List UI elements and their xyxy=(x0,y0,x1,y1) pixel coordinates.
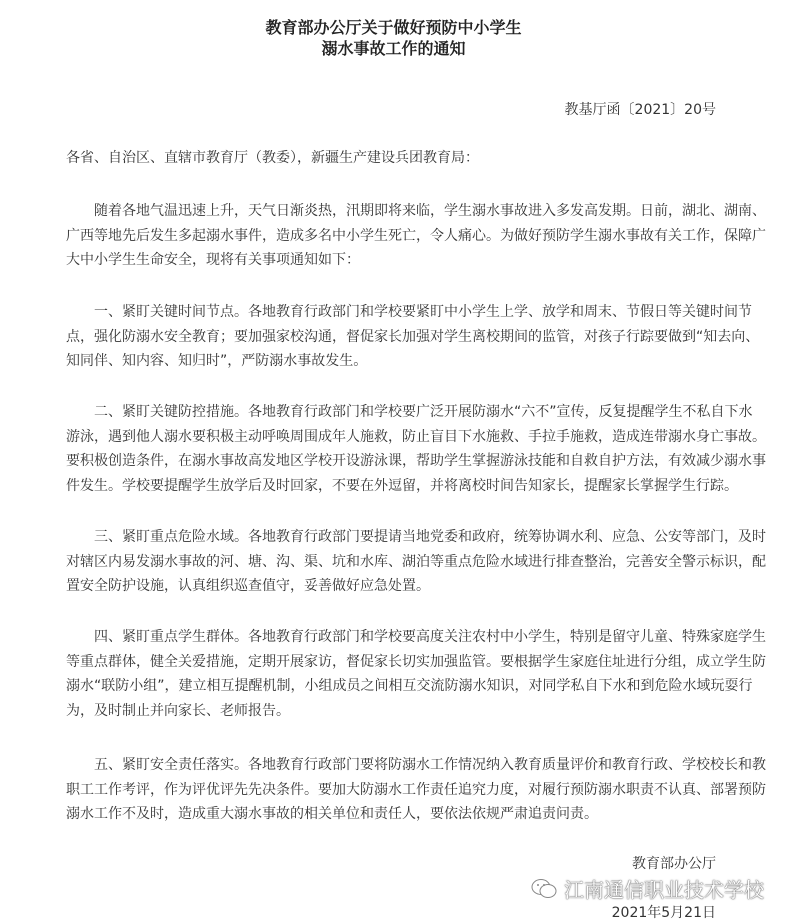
wechat-icon xyxy=(530,878,558,900)
text-line: 广西等地先后发生多起溺水事件，造成多名中小学生死亡，令人痛心。为做好预防学生溺水事故有关工作，保障广 xyxy=(66,227,766,244)
text-line: 对辖区内易发溺水事故的河、塘、沟、渠、坑和水库、湖泊等重点危险水域进行排查整治，完善安全警示标识，配 xyxy=(66,553,766,570)
text-line: 置安全防护设施，认真组织巡查值守，妥善做好应急处置。 xyxy=(66,578,430,595)
title-line-2: 溺水事故工作的通知 xyxy=(321,39,466,58)
text-line: 五、紧盯安全责任落实。各地教育行政部门要将防溺水工作情况纳入教育质量评价和教育行政、学校校长和教 xyxy=(94,757,766,773)
paragraph-2 xyxy=(66,400,766,499)
text-line: 溺水“联防小组”，建立相互提醒机制，小组成员之间相互交流防溺水知识，对同学私自下水和到危险水域玩耍行 xyxy=(66,678,753,695)
title-line-1: 教育部办公厅关于做好预防中小学生 xyxy=(265,18,522,37)
text-line: 一、紧盯关键时间节点。各地教育行政部门和学校要紧盯中小学生上学、放学和周末、节假日等关键时间节 xyxy=(94,304,752,320)
text-line: 随着各地气温迅速上升，天气日渐炎热，汛期即将来临，学生溺水事故进入多发高发期。日前，湖北、湖南、 xyxy=(94,203,766,219)
text-line: 为，及时制止并向家长、老师报告。 xyxy=(66,703,290,720)
paragraph-3 xyxy=(66,525,766,599)
text-line: 大中小学生生命安全，现将有关事项通知如下： xyxy=(66,252,360,269)
text-line: 四、紧盯重点学生群体。各地教育行政部门和学校要高度关注农村中小学生，特别是留守儿童、特殊家庭学生 xyxy=(94,629,766,645)
text-line: 点，强化防溺水安全教育；要加强家校沟通，督促家长加强对学生离校期间的监管，对孩子行踪要做到“知去向、 xyxy=(66,328,760,345)
paragraph-5 xyxy=(66,753,766,827)
text-line: 等重点群体，健全关爱措施，定期开展家访，督促家长切实加强监管。要根据学生家庭住址进行分组，成立学生防 xyxy=(66,653,766,670)
date: 2021年5月21日 xyxy=(611,905,716,921)
document-title xyxy=(0,17,787,59)
watermark xyxy=(530,874,764,903)
text-line: 三、紧盯重点危险水域。各地教育行政部门要提请当地党委和政府，统筹协调水利、应急、公安等部门，及时 xyxy=(94,529,766,545)
document-number: 教基厅函〔2021〕20号 xyxy=(564,102,716,118)
watermark-text: 江南通信职业技术学校 xyxy=(564,878,764,902)
text-line: 知同伴、知内容、知归时”，严防溺水事故发生。 xyxy=(66,353,368,370)
paragraph-intro xyxy=(66,199,766,273)
paragraph-1 xyxy=(66,300,760,374)
signature: 教育部办公厅 xyxy=(632,856,716,872)
text-line: 要积极创造条件，在溺水事故高发地区学校开设游泳课，帮助学生掌握游泳技能和自救自护方法，有效减少溺水事 xyxy=(66,453,766,470)
salutation: 各省、自治区、直辖市教育厅（教委），新疆生产建设兵团教育局： xyxy=(66,150,479,166)
text-line: 游泳，遇到他人溺水要积极主动呼唤周围成年人施救，防止盲目下水施救、手拉手施救，造成连带溺水身亡事故。 xyxy=(66,428,766,445)
text-line: 溺水工作不及时，造成重大溺水事故的相关单位和责任人，要依法依规严肃追责问责。 xyxy=(66,806,598,823)
text-line: 件发生。学校要提醒学生放学后及时回家，不要在外逗留，并将离校时间告知家长，提醒家长掌握学生行踪。 xyxy=(66,478,738,495)
text-line: 职工工作考评，作为评优评先先决条件。要加大防溺水工作责任追究力度，对履行预防溺水职责不认真、部署预防 xyxy=(66,781,766,798)
text-line: 二、紧盯关键防控措施。各地教育行政部门和学校要广泛开展防溺水“六不”宣传，反复提醒学生不私自下水 xyxy=(94,404,753,420)
paragraph-4 xyxy=(66,625,766,724)
